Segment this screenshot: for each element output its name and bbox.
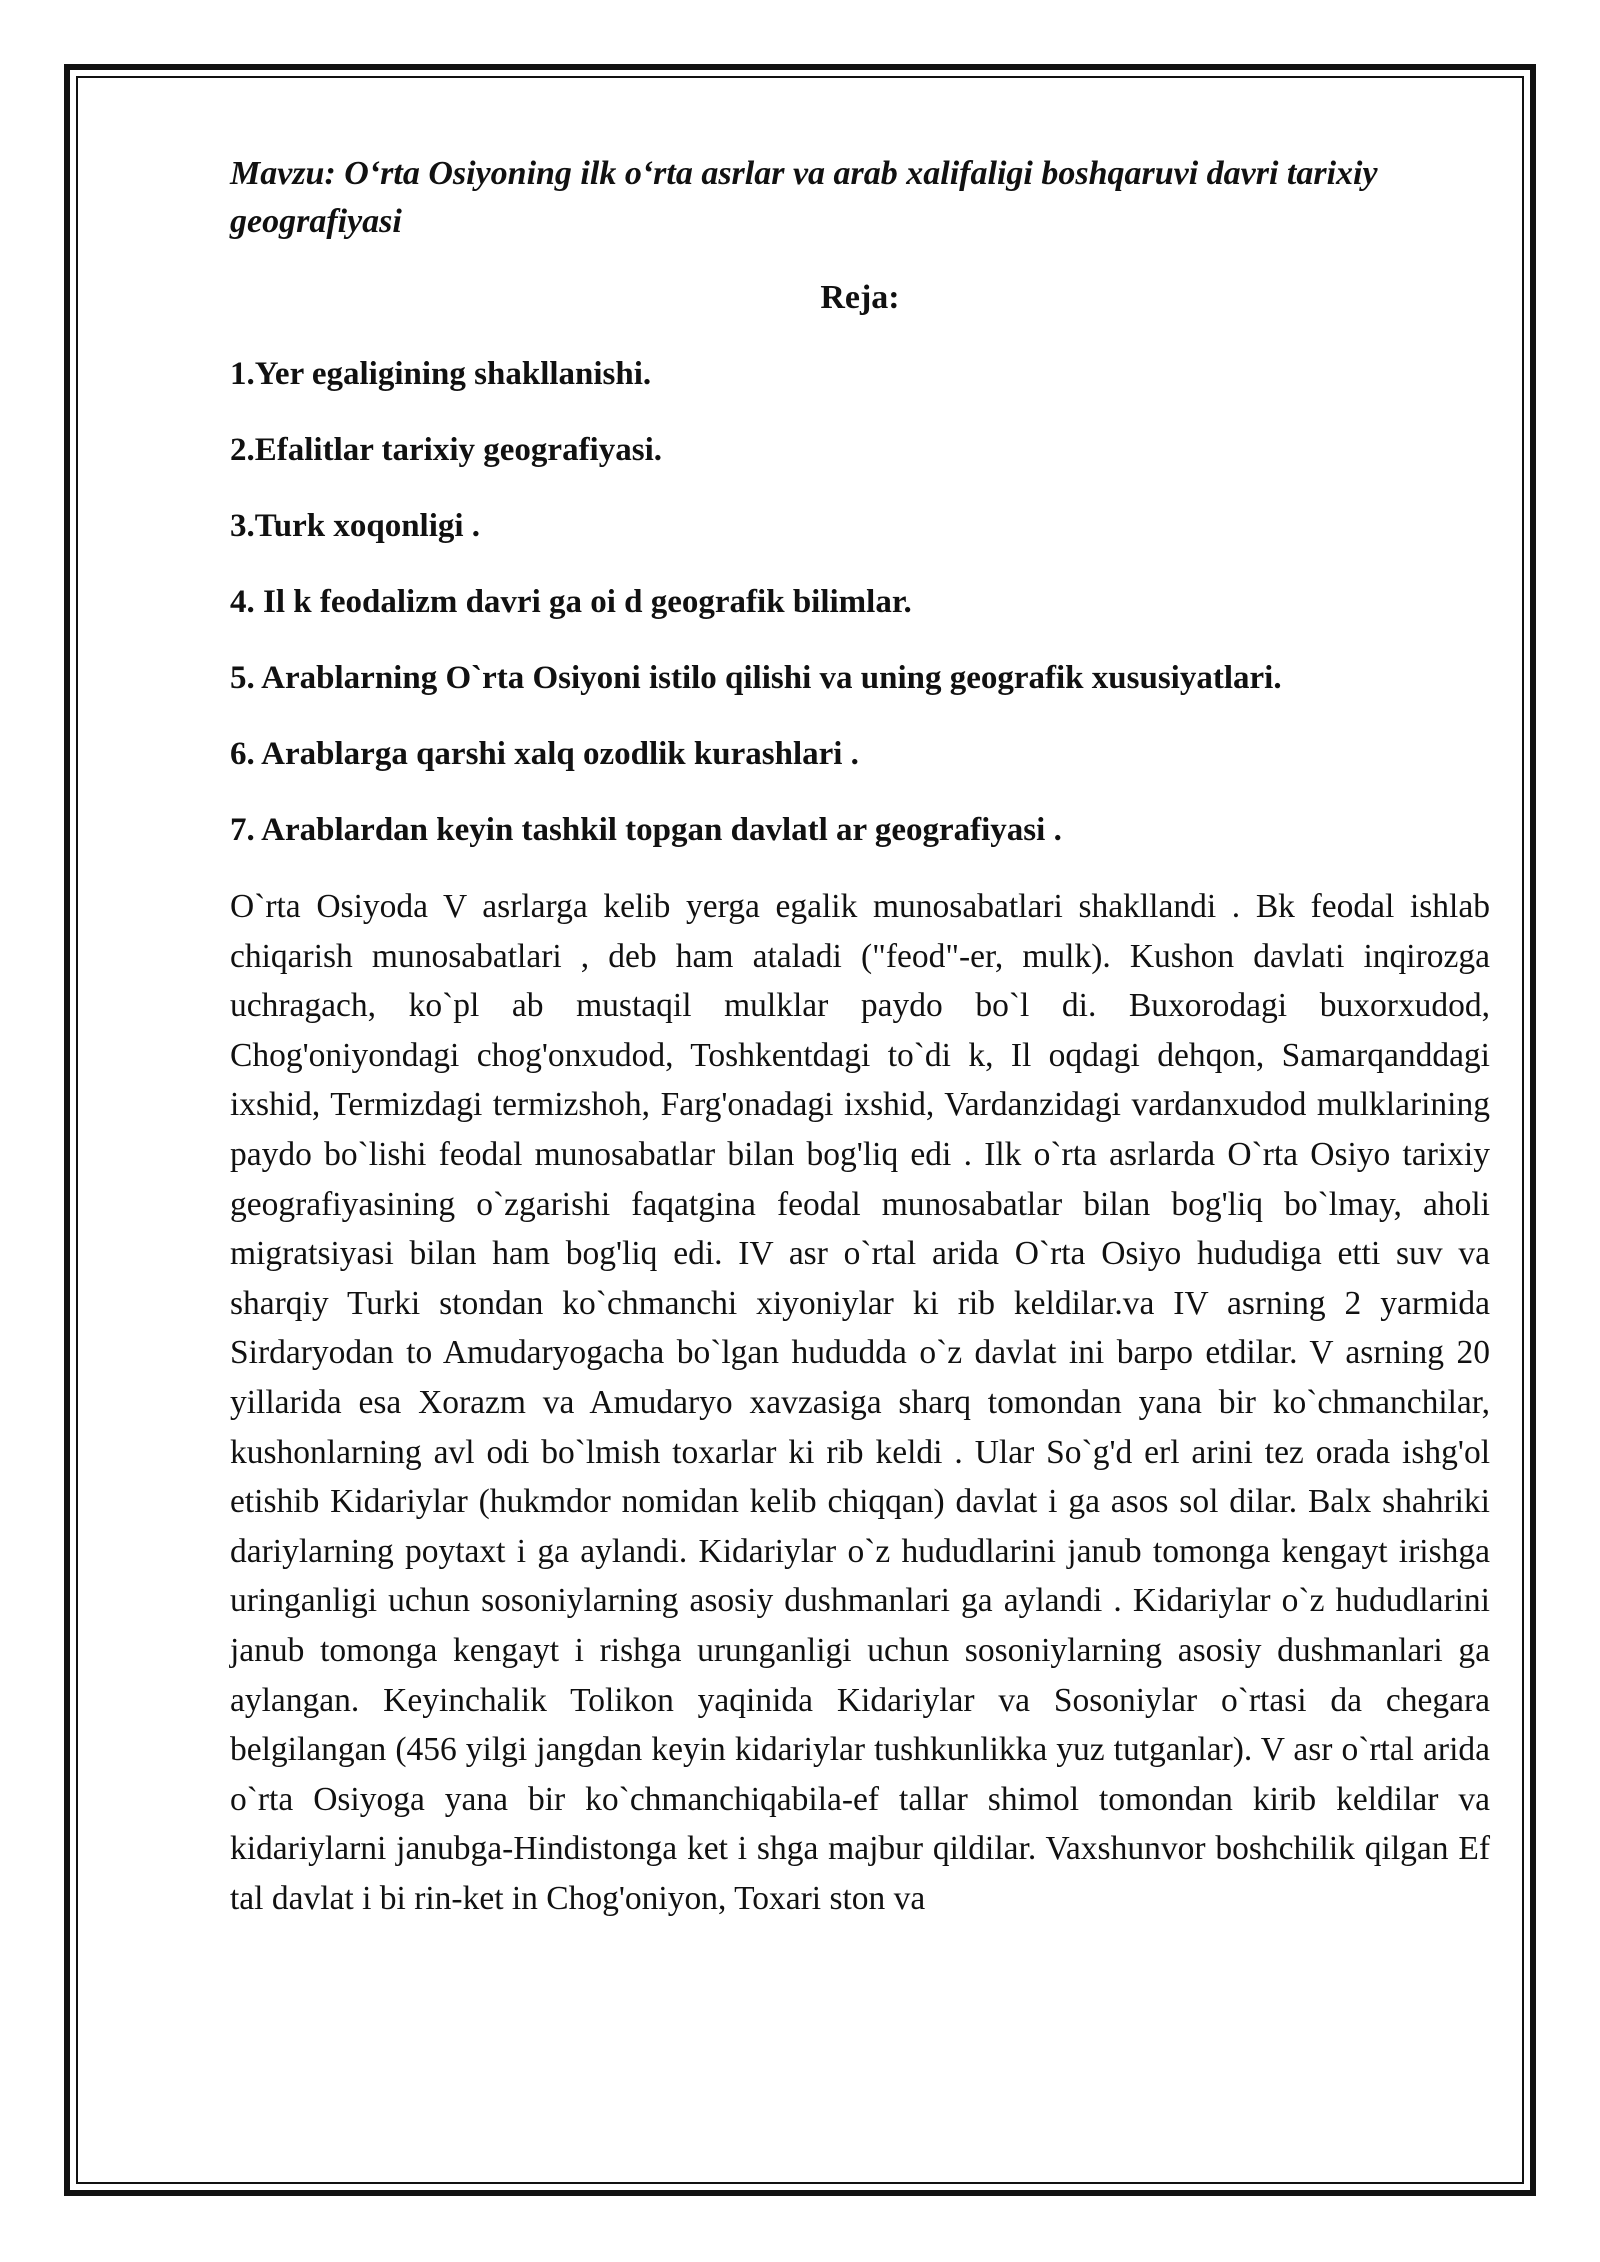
plan-item: 3.Turk xoqonligi . (230, 508, 481, 544)
body-paragraph: O`rta Osiyoda V asrlarga kelib yerga egalik munosabatlari shakllandi . Bk feodal ishlab chiqarish munosabatlari , deb ham ataladi ("feod"-er, mulk). Kushon davlati inqirozga uchragach, ko`pl ab mustaqil mulklar paydo bo`l di. Buxorodagi buxorxudod, Chog'oniyondagi chog'onxudod, Toshkentdagi to`di k, Il oqdagi dehqon, Samarqanddagi ixshid, Termizdagi termizshoh, Farg'onadagi ixshid, Vardanzidagi vardanxudod mulklarining paydo bo`lishi feodal munosabatlar bilan bog'liq edi . Ilk o`rta asrlarda O`rta Osiyo tarixiy geografiyasining o`zgarishi faqatgina feodal munosabatlar bilan bog'liq bo`lmay, aholi migratsiyasi bilan ham bog'liq edi. IV asr o`rtal arida O`rta Osiyo hududiga etti suv va sharqiy Turki stondan ko`chmanchi xiyoniylar ki rib keldilar.va IV asrning 2 yarmida Sirdaryodan to Amudaryogacha bo`lgan hududda o`z davlat ini barpo etdilar. V asrning 20 yillarida esa Xorazm va Amudaryo xavzasiga sharq tomondan yana bir ko`chmanchilar, kushonlarning avl odi bo`lmish toxarlar ki rib keldi . Ular So`g'd erl arini tez orada ishg'ol etishib Kidariylar (hukmdor nomidan kelib chiqqan) davlat i ga asos sol dilar. Balx shahriki dariylarning poytaxt i ga aylandi. Kidariylar o`z hududlarini janub tomonga kengayt irishga uringanligi uchun sosoniylarning asosiy dushmanlari ga aylandi . Kidariylar o`z hududlarini janub tomonga kengayt i rishga urunganligi uchun sosoniylarning asosiy dushmanlari ga aylangan. Keyinchalik Tolikon yaqinida Kidariylar va Sosoniylar o`rtasi da chegara belgilangan (456 yilgi jangdan keyin kidariylar tushkunlikka yuz tutganlar). V asr o`rtal arida o`rta Osiyoga yana bir ko`chmanchiqabila-ef tallar shimol tomondan kirib keldilar va kidariylarni janubga-Hindistonga ket i shga majbur qildilar. Vaxshunvor boshchilik qilgan Ef tal davlat i bi rin-ket in Chog'oniyon, Toxari ston va (230, 888, 1490, 1917)
plan-list (230, 350, 1490, 854)
plan-item: 5. Arablarning O`rta Osiyoni istilo qilishi va uning geografik xususiyatlari. (230, 660, 1282, 696)
plan-item: 2.Efalitlar tarixiy geografiyasi. (230, 432, 662, 468)
plan-heading: Reja: (820, 279, 900, 316)
plan-item: 1.Yer egaligining shakllanishi. (230, 356, 652, 392)
document-content (230, 150, 1490, 1923)
topic-heading: Mavzu: O‘rta Osiyoning ilk o‘rta asrlar va arab xalifaligi boshqaruvi davri tarixiy geografiyasi (230, 155, 1378, 240)
plan-item: 7. Arablardan keyin tashkil topgan davlatl ar geografiyasi . (230, 812, 1062, 848)
plan-item: 6. Arablarga qarshi xalq ozodlik kurashlari . (230, 736, 859, 772)
plan-item: 4. Il k feodalizm davri ga oi d geografik bilimlar. (230, 584, 912, 620)
